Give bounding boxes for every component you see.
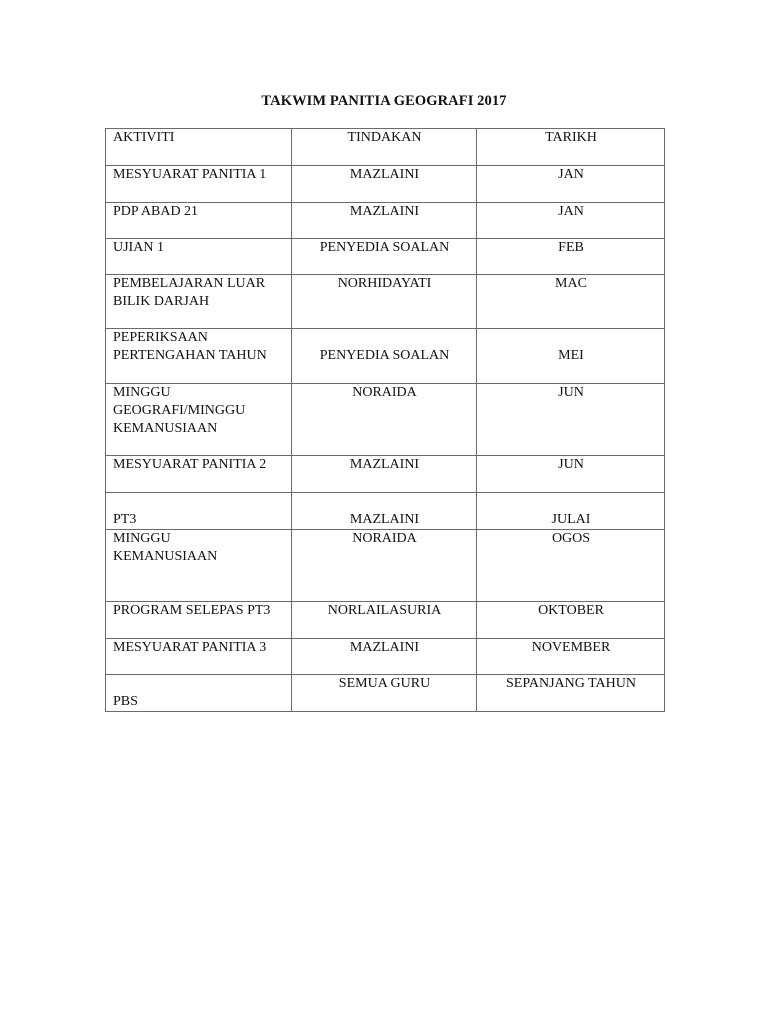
cell-tindakan: PENYEDIA SOALAN: [292, 239, 477, 275]
table-row: [106, 275, 665, 329]
cell-tarikh: JAN: [477, 166, 665, 203]
cell-aktiviti: [106, 275, 292, 329]
cell-tindakan: PENYEDIA SOALAN: [292, 329, 477, 384]
aktiviti-line: GEOGRAFI/MINGGU: [113, 403, 246, 418]
cell-tindakan: NORAIDA: [292, 530, 477, 602]
header-tarikh: TARIKH: [477, 129, 665, 166]
table-body: [106, 129, 665, 712]
cell-tindakan: NORHIDAYATI: [292, 275, 477, 329]
aktiviti-line: KEMANUSIAAN: [113, 421, 218, 436]
aktiviti-line: UJIAN 1: [113, 240, 164, 255]
aktiviti-line: PROGRAM SELEPAS PT3: [113, 603, 271, 618]
table-row: [106, 329, 665, 384]
table-row: [106, 239, 665, 275]
cell-tarikh: MAC: [477, 275, 665, 329]
cell-tindakan: MAZLAINI: [292, 639, 477, 675]
cell-aktiviti: [106, 602, 292, 639]
aktiviti-line: MESYUARAT PANITIA 3: [113, 640, 267, 655]
cell-tindakan: SEMUA GURU: [292, 675, 477, 712]
header-tindakan: TINDAKAN: [292, 129, 477, 166]
cell-tarikh: JUN: [477, 456, 665, 493]
aktiviti-line: MESYUARAT PANITIA 1: [113, 167, 267, 182]
cell-aktiviti: [106, 239, 292, 275]
cell-aktiviti: [106, 675, 292, 712]
table-row: [106, 675, 665, 712]
cell-aktiviti: [106, 203, 292, 239]
aktiviti-line: PBS: [113, 694, 138, 709]
aktiviti-line: KEMANUSIAAN: [113, 549, 218, 564]
aktiviti-line: PERTENGAHAN TAHUN: [113, 348, 267, 363]
table-row: [106, 203, 665, 239]
cell-aktiviti: [106, 166, 292, 203]
cell-aktiviti: [106, 639, 292, 675]
cell-aktiviti: [106, 329, 292, 384]
cell-tindakan: NORLAILASURIA: [292, 602, 477, 639]
aktiviti-line: PEPERIKSAAN: [113, 330, 208, 345]
cell-aktiviti: [106, 530, 292, 602]
table-row: [106, 493, 665, 530]
header-aktiviti: AKTIVITI: [106, 129, 292, 166]
table-row: [106, 166, 665, 203]
cell-tarikh: JUN: [477, 384, 665, 456]
table-header-row: [106, 129, 665, 166]
activity-calendar-table: [105, 128, 665, 712]
cell-tindakan: MAZLAINI: [292, 456, 477, 493]
table-row: [106, 384, 665, 456]
cell-tindakan: MAZLAINI: [292, 203, 477, 239]
document-title: TAKWIM PANITIA GEOGRAFI 2017: [261, 93, 507, 109]
aktiviti-line: BILIK DARJAH: [113, 294, 210, 309]
cell-tarikh: OKTOBER: [477, 602, 665, 639]
cell-aktiviti: [106, 456, 292, 493]
table-row: [106, 639, 665, 675]
cell-tarikh: OGOS: [477, 530, 665, 602]
cell-tindakan: MAZLAINI: [292, 493, 477, 530]
table-row: [106, 602, 665, 639]
cell-aktiviti: [106, 493, 292, 530]
cell-tarikh: MEI: [477, 329, 665, 384]
cell-aktiviti: [106, 384, 292, 456]
aktiviti-line: MINGGU: [113, 385, 171, 400]
aktiviti-line: PDP ABAD 21: [113, 204, 199, 219]
cell-tarikh: JAN: [477, 203, 665, 239]
aktiviti-line: PEMBELAJARAN LUAR: [113, 276, 266, 291]
cell-tindakan: MAZLAINI: [292, 166, 477, 203]
cell-tarikh: FEB: [477, 239, 665, 275]
aktiviti-line: MINGGU: [113, 531, 171, 546]
cell-tarikh: SEPANJANG TAHUN: [477, 675, 665, 712]
table-row: [106, 530, 665, 602]
cell-tindakan: NORAIDA: [292, 384, 477, 456]
cell-tarikh: JULAI: [477, 493, 665, 530]
aktiviti-line: PT3: [113, 512, 137, 527]
table-row: [106, 456, 665, 493]
cell-tarikh: NOVEMBER: [477, 639, 665, 675]
aktiviti-line: MESYUARAT PANITIA 2: [113, 457, 267, 472]
